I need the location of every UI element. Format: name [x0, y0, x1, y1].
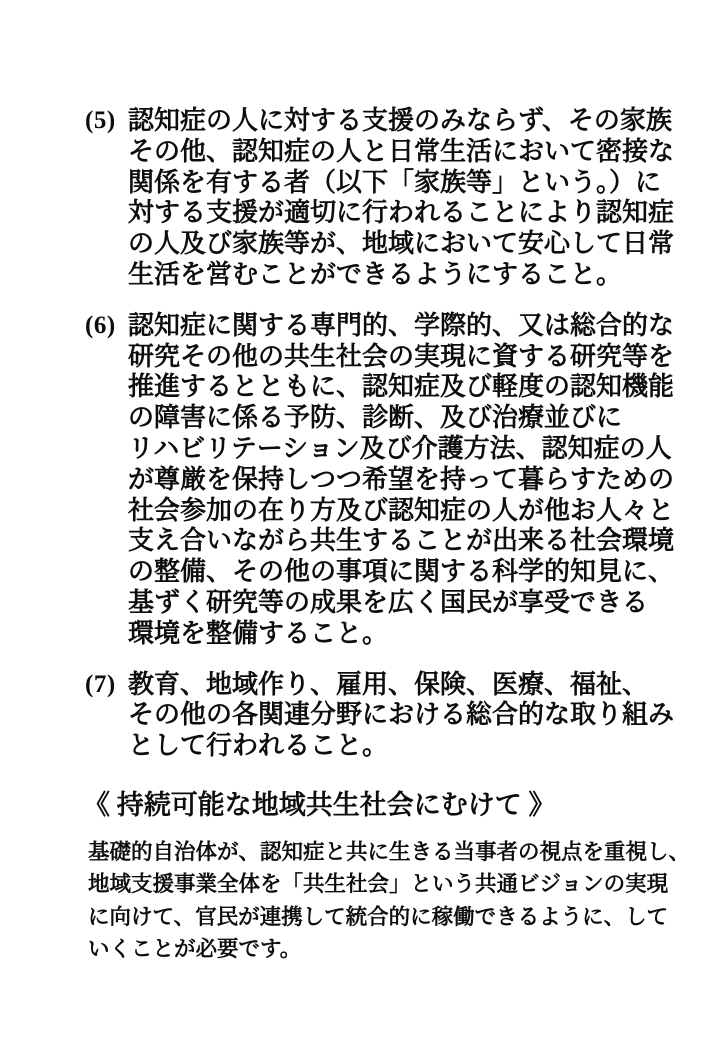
text-line: 認知症の人に対する支援のみならず、その家族 [128, 106, 672, 135]
text-line: 社会参加の在り方及び認知症の人が他お人々と [128, 495, 675, 525]
text-line: が尊厳を保持しつつ希望を持って暮らすための [128, 464, 675, 494]
text-line: 対する支援が適切に行われることにより認知症 [128, 198, 675, 228]
text-line: 地域支援事業全体を「共生社会」という共通ビジョンの実現 [88, 872, 669, 897]
text-line: 基礎的自治体が、認知症と共に生きる当事者の視点を重視し、 [88, 839, 691, 864]
text-line: 認知症に関する専門的、学際的、又は総合的な [128, 310, 675, 340]
text-line: 研究その他の共生社会の実現に資する研究等を [128, 341, 675, 371]
section-heading: 《 持続可能な地域共生社会にむけて 》 [83, 789, 556, 820]
closing-paragraph [88, 836, 691, 966]
item-marker-6: (6) [85, 311, 116, 339]
text-line: に向けて、官民が連携して統合的に稼働できるように、して [88, 904, 669, 929]
text-line: 教育、地域作り、雇用、保険、医療、福祉、 [128, 669, 649, 699]
text-line: その他、認知症の人と日常生活において密接な [128, 136, 675, 166]
list-item-5 [85, 106, 685, 291]
list-item-6 [85, 311, 685, 650]
item-body-7 [128, 670, 685, 762]
item-body-6 [128, 311, 685, 650]
item-body-5 [128, 106, 685, 291]
text-line: 関係を有する者（以下「家族等」という。）に [128, 167, 662, 197]
text-line: として行われること。 [128, 731, 389, 761]
item-marker-5: (5) [85, 107, 116, 134]
text-line: の障害に係る予防、診断、及び治療並びに [128, 403, 623, 433]
list-item-7 [85, 670, 685, 762]
text-line: の整備、その他の事項に関する科学的知見に、 [128, 557, 675, 587]
text-line: いくことが必要です。 [88, 937, 302, 962]
text-line: リハビリテーション及び介護方法、認知症の人 [128, 433, 672, 463]
text-line: その他の各関連分野における総合的な取り組み [128, 700, 675, 730]
text-line: 生活を営むことができるようにすること。 [128, 259, 623, 289]
text-line: 基ずく研究等の成果を広く国民が享受できる [128, 587, 649, 617]
text-line: 支え合いながら共生することが出来る社会環境 [128, 526, 675, 556]
text-line: 推進するとともに、認知症及び軽度の認知機能 [128, 372, 675, 402]
item-marker-7: (7) [85, 670, 116, 698]
text-line: 環境を整備すること。 [128, 618, 389, 648]
text-line: の人及び家族等が、地域において安心して日常 [128, 229, 675, 259]
